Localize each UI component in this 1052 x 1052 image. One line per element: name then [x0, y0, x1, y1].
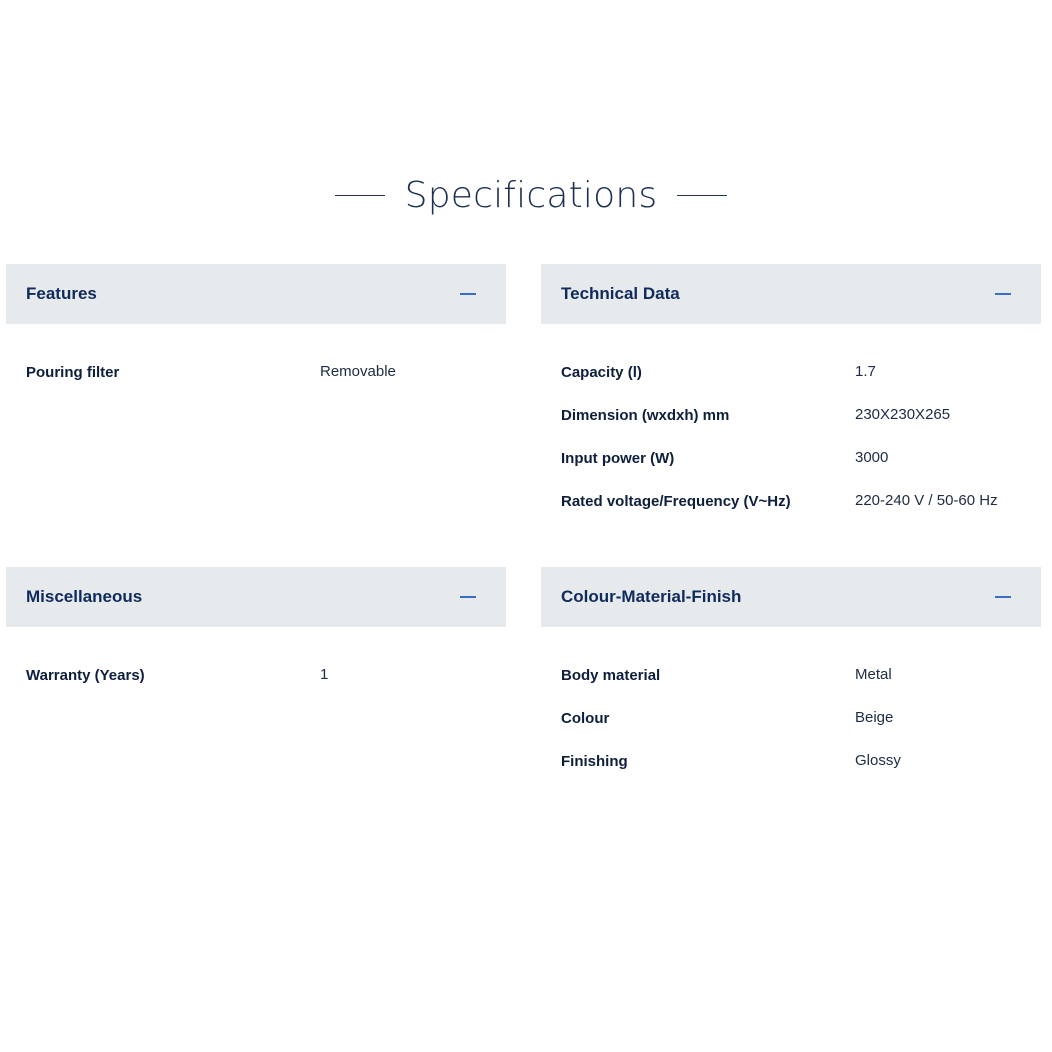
panel-features: [6, 264, 506, 404]
spec-value: Glossy: [855, 752, 901, 769]
spec-label: Capacity (l): [561, 364, 642, 381]
spec-row: [541, 750, 1041, 773]
spec-row: [541, 490, 1041, 513]
panel-technical-data-header[interactable]: [541, 264, 1041, 324]
spec-list: [541, 324, 1041, 513]
specifications-heading-wrap: [0, 170, 1052, 220]
spec-label: Colour: [561, 710, 610, 727]
spec-value: 230X230X265: [855, 406, 951, 423]
heading-divider-left: [335, 195, 385, 196]
spec-list: [541, 627, 1041, 773]
spec-label: Finishing: [561, 753, 628, 770]
minus-icon[interactable]: [995, 293, 1011, 295]
spec-value: Removable: [320, 363, 396, 380]
spec-row: [541, 447, 1041, 470]
spec-row: [6, 664, 506, 687]
spec-row: [541, 404, 1041, 427]
panel-title: Colour-Material-Finish: [561, 587, 742, 606]
page-title: Specifications: [404, 174, 658, 216]
minus-icon[interactable]: [460, 596, 476, 598]
spec-value: 220-240 V / 50-60 Hz: [855, 492, 998, 509]
spec-row: [541, 361, 1041, 384]
panel-title: Features: [26, 284, 97, 303]
panel-features-header[interactable]: [6, 264, 506, 324]
spec-row: [6, 361, 506, 384]
minus-icon[interactable]: [995, 596, 1011, 598]
minus-icon[interactable]: [460, 293, 476, 295]
spec-label: Pouring filter: [26, 364, 120, 381]
spec-value: Metal: [855, 666, 892, 683]
spec-list: [6, 627, 506, 687]
panel-title: Technical Data: [561, 284, 680, 303]
panel-miscellaneous-header[interactable]: [6, 567, 506, 627]
spec-label: Body material: [561, 667, 661, 684]
spec-value: 1: [320, 666, 329, 683]
panel-miscellaneous: [6, 567, 506, 707]
panel-colour-material-finish: [541, 567, 1041, 793]
spec-row: [541, 664, 1041, 687]
spec-label: Dimension (wxdxh) mm: [561, 407, 730, 424]
spec-label: Warranty (Years): [26, 667, 145, 684]
spec-label: Rated voltage/Frequency (V~Hz): [561, 493, 791, 510]
spec-row: [541, 707, 1041, 730]
spec-value: Beige: [855, 709, 894, 726]
spec-list: [6, 324, 506, 384]
panel-title: Miscellaneous: [26, 587, 143, 606]
heading-divider-right: [677, 195, 727, 196]
panel-colour-material-finish-header[interactable]: [541, 567, 1041, 627]
spec-value: 3000: [855, 449, 889, 466]
spec-label: Input power (W): [561, 450, 675, 467]
spec-value: 1.7: [855, 363, 876, 380]
panel-technical-data: [541, 264, 1041, 533]
